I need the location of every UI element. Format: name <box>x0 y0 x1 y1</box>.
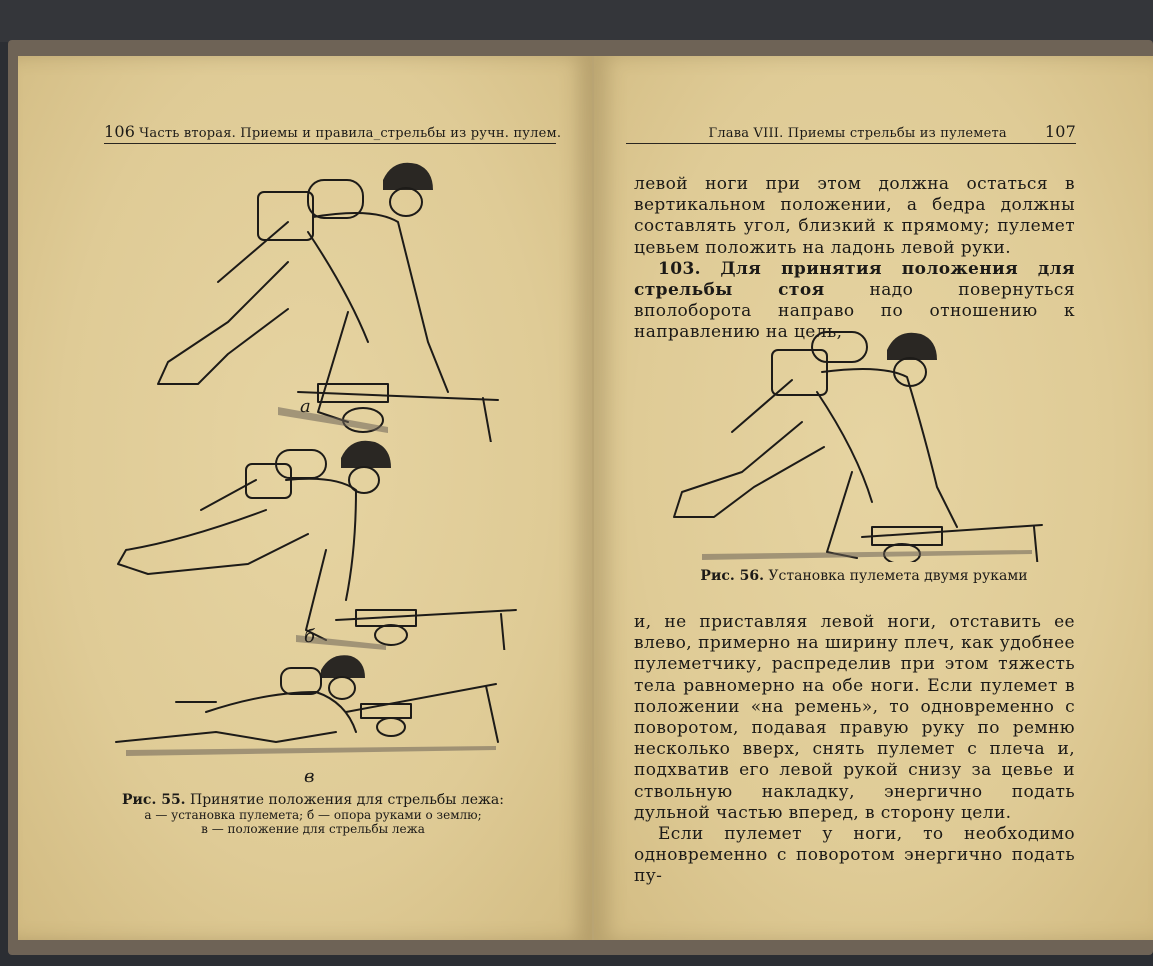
soldier-placing-machine-gun-two-hands-icon <box>642 322 1082 562</box>
paragraph-3: и, не приставляя левой ноги, отставить ее влево, примерно на ширину плеч, как удобнее пулеметчику, распределив при этом тяжесть тела равномерно на обе ноги. Если пулемет в положении «на ремень», то одновременно с поворотом, подавая правую руку по ремню несколько вверх, снять пулемет с плеча и, подхватив его левой рукой снизу за цевье и ствольную накладку, энергично подать дульной частью вперед, в сторону цели. <box>634 612 1075 823</box>
figure-56-label: Рис. 56. <box>700 568 764 584</box>
paragraph-103-heading: Для принятия положения для стрельбы стоя <box>634 258 1075 301</box>
paragraph-103-number: 103. <box>658 258 702 279</box>
figure-56-caption <box>654 568 1074 584</box>
right-running-head <box>626 122 1076 144</box>
figure-55-label: Рис. 55. <box>122 792 186 808</box>
right-text-bottom <box>634 612 1075 888</box>
left-running-head <box>104 122 562 144</box>
background-strip <box>0 0 1153 42</box>
soldier-prone-firing-machine-gun-icon <box>106 652 526 762</box>
figure-a-letter: а <box>300 396 311 417</box>
figure-b-letter: б <box>304 626 315 647</box>
paragraph-4: Если пулемет у ноги, то необходимо одновременно с поворотом энергично подать пу- <box>634 824 1075 887</box>
figure-55-title: Принятие положения для стрельбы лежа: <box>190 792 504 808</box>
figure-55-line1: а — установка пулемета; б — опора руками о землю; <box>144 808 482 822</box>
left-page <box>18 56 594 940</box>
figure-55-caption <box>108 792 518 836</box>
soldier-hands-on-ground-machine-gun-icon <box>106 430 526 650</box>
paragraph-1: левой ноги при этом должна остаться в вертикальном положении, а бедра должны составлять угол, близкий к прямому; пулемет цевьем положить на ладонь левой руки. <box>634 174 1075 258</box>
soldier-kneeling-lifting-machine-gun-icon <box>138 152 518 442</box>
paragraph-103-text: надо повернуться вполоборота направо по отношению к направлению на цель, <box>634 280 1075 343</box>
figure-56-title: Установка пулемета двумя руками <box>768 568 1028 584</box>
figure-c-letter: в <box>304 766 315 787</box>
right-page-number: 107 <box>1044 122 1076 141</box>
left-running-head-text: Часть вторая. Приемы и правила_стрельбы из ручн. пулем. <box>139 126 562 141</box>
left-page-number: 106 <box>104 122 136 141</box>
right-page <box>594 56 1153 940</box>
right-running-head-text: Глава VIII. Приемы стрельбы из пулемета <box>708 126 1007 141</box>
right-text-top <box>634 174 1075 344</box>
figure-55-line2: в — положение для стрельбы лежа <box>201 822 425 836</box>
